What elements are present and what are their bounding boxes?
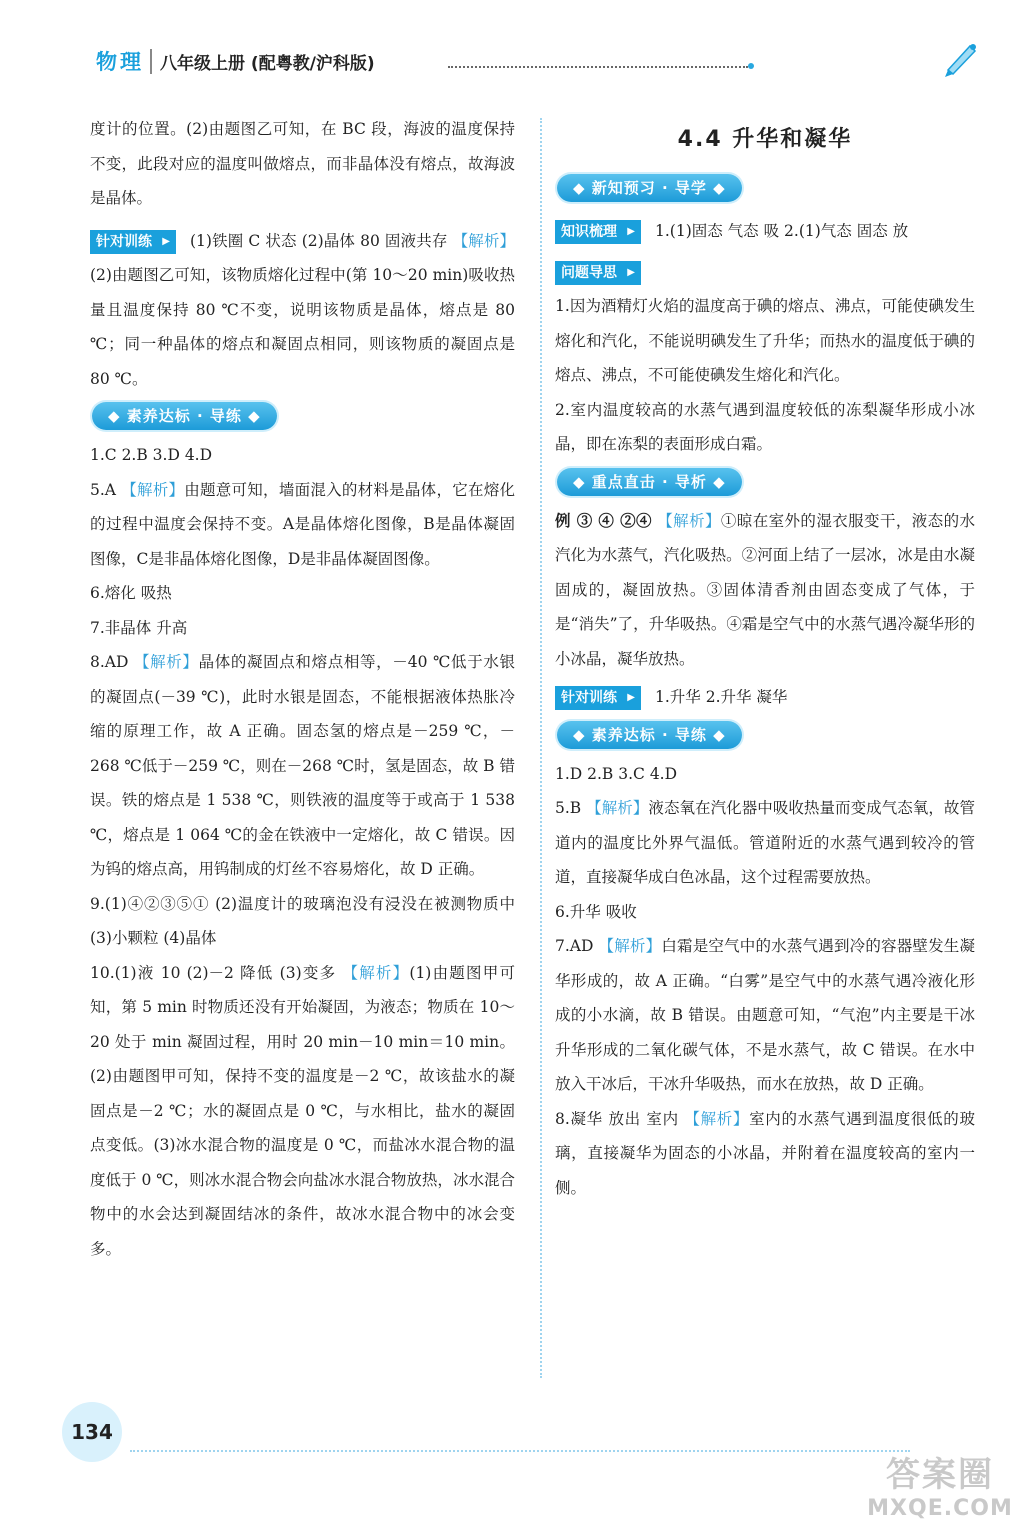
analysis-text: (1)由题图甲可知，第 5 min 时物质还没有开始凝固，为液态；物质在 10～20 处于 min 凝固过程，用时 20 min－10 min＝10 min。(2)由题图甲可知，保持不变的温度是－2 ℃，故该盐水的凝固点是－2 ℃；水的凝固点是 0 ℃，与水相比，盐水的凝固点变低。(3)冰水混合物的温度是 0 ℃，而盐冰水混合物的温度低于 0 ℃，则冰水混合物会向盐冰水混合物放热，冰水混合物中的水会达到凝固结冰的条件，故冰水混合物中的冰会变多。 (90, 963, 515, 1258)
answer-line: 1.C 2.B 3.D 4.D (90, 446, 213, 464)
answer-paragraph: 度计的位置。(2)由题图乙可知，在 BC 段，海波的温度保持不变，此段对应的温度叫做熔点，而非晶体没有熔点，故海波是晶体。 (90, 120, 515, 207)
section-pill-row (555, 168, 975, 210)
right-column (555, 112, 975, 1205)
key-points-pill: ◆ 重点直击 · 导析 ◆ (557, 468, 742, 496)
answer-item (90, 473, 515, 577)
answer-item (555, 791, 975, 895)
answer-line: 1.D 2.B 3.C 4.D (555, 764, 678, 783)
answer-line: 6.升华 吸收 (555, 902, 637, 921)
question-guide-tag: 问题导思 ▶ (555, 261, 641, 285)
targeted-training-answer: 1.升华 2.升华 凝华 (655, 688, 788, 706)
example-head: 例 ③ ④ ②④ (555, 510, 652, 530)
header-dotted-line (448, 66, 748, 68)
literacy-practice-pill: ◆ 素养达标 · 导练 ◆ (92, 402, 277, 430)
left-column (90, 112, 515, 1266)
analysis-text: 室内的水蒸气遇到温度很低的玻璃，直接凝华为固态的小冰晶，并附着在温度较高的室内一侧。 (555, 1109, 975, 1197)
section-pill-row (555, 715, 975, 757)
targeted-training-block (555, 680, 975, 715)
answer-item (90, 645, 515, 887)
header-dot (748, 63, 754, 69)
answer-head: 5.B (555, 799, 582, 817)
knowledge-sorting-tag: 知识梳理 ▶ (555, 220, 641, 244)
answer-item (90, 956, 515, 1267)
watermark-logo: 答案圈 (886, 1455, 994, 1495)
site-watermark (855, 1455, 1025, 1531)
analysis-text: 由题意可知，墙面混入的材料是晶体，它在熔化的过程中温度会保持不变。A是晶体熔化图像，B是晶体凝固图像，C是非晶体熔化图像，D是非晶体凝固图像。 (90, 480, 515, 568)
answer-line: 9.(1)④②③⑤① (2)温度计的玻璃泡没有浸没在被测物质中 (3)小颗粒 (4)晶体 (90, 894, 515, 947)
analysis-text: ①晾在室外的湿衣服变干，液态的水汽化为水蒸气，汽化吸热。②河面上结了一层冰，冰是由水凝固成的，凝固放热。③固体清香剂由固态变成了气体，于是“消失”了，升华吸热。④霜是空气中的水蒸气遇冷凝华形的小冰晶，凝华放热。 (555, 511, 975, 668)
analysis-text: (2)由题图乙可知，该物质熔化过程中(第 10～20 min)吸收热量且温度保持 80 ℃不变，说明该物质是晶体，熔点是 80 ℃；同一种晶体的熔点和凝固点相同，则该物质的凝固点是 80 ℃。 (90, 266, 515, 388)
pen-icon (940, 38, 980, 78)
page-number: 134 (62, 1402, 122, 1462)
answer-head: 7.AD (555, 937, 594, 955)
answer-head: 10.(1)液 10 (2)－2 降低 (3)变多 (90, 963, 337, 982)
grade-label: 八年级上册 (配粤教/沪科版) (150, 49, 375, 74)
answer-line: 7.非晶体 升高 (90, 618, 188, 637)
knowledge-sorting-block (555, 214, 975, 249)
section-pill-row (90, 396, 515, 438)
question-guide-block (555, 255, 975, 290)
analysis-label: 【解析】 (684, 1109, 750, 1128)
preview-pill: ◆ 新知预习 · 导学 ◆ (557, 174, 742, 202)
analysis-text: 晶体的凝固点和熔点相等，－40 ℃低于水银的凝固点(－39 ℃)，此时水银是固态，不能根据液体热胀冷缩的原理工作，故 A 正确。固态氢的熔点是－259 ℃，－268 ℃低于－259 ℃，则在－268 ℃时，氢是固态，故 B 错误。铁的熔点是 1 538 ℃，则铁液的温度等于或高于 1 538 ℃，熔点是 1 064 ℃的金在铁液中一定熔化，故 C 错误。因为钨的熔点高，用钨制成的灯丝不容易熔化，故 D 正确。 (90, 653, 515, 878)
analysis-label: 【解析】 (586, 799, 649, 817)
analysis-label: 【解析】 (657, 511, 721, 530)
section-pill-row (555, 462, 975, 504)
targeted-training-answer: (1)铁圈 C 状态 (2)晶体 80 固液共存 (190, 231, 448, 250)
analysis-label: 【解析】 (134, 653, 199, 671)
targeted-training-tag: 针对训练 ▶ (90, 230, 176, 254)
analysis-label: 【解析】 (598, 937, 662, 955)
literacy-practice-pill: ◆ 素养达标 · 导练 ◆ (557, 721, 742, 749)
analysis-label: 【解析】 (342, 963, 410, 982)
answer-item (555, 929, 975, 1102)
column-divider (540, 118, 542, 1378)
answer-head: 8.凝华 放出 室内 (555, 1109, 679, 1128)
analysis-label: 【解析】 (452, 231, 515, 250)
analysis-label: 【解析】 (121, 480, 185, 499)
example-item (555, 504, 975, 677)
subject-label: 物理 (96, 50, 144, 74)
answer-head: 8.AD (90, 653, 129, 671)
footer-dotted-line (130, 1450, 910, 1452)
targeted-training-tag: 针对训练 ▶ (555, 686, 641, 710)
page-header (0, 0, 1033, 90)
section-title: 4.4 升华和凝华 (677, 127, 853, 152)
answer-line: 2.室内温度较高的水蒸气遇到温度较低的冻梨凝华形成小冰晶，即在冻梨的表面形成白霜。 (555, 400, 975, 453)
answer-item (555, 1102, 975, 1206)
knowledge-sorting-answer: 1.(1)固态 气态 吸 2.(1)气态 固态 放 (655, 222, 909, 240)
answer-head: 5.A (90, 480, 116, 499)
watermark-url: MXQE.COM (867, 1496, 1013, 1521)
analysis-text: 白霜是空气中的水蒸气遇到冷的容器壁发生凝华形成的，故 A 正确。“白雾”是空气中的水蒸气遇冷液化形成的小水滴，故 B 错误。由题意可知，“气泡”内主要是干冰升华形成的二氧化碳气体，不是水蒸气，故 C 错误。在水中放入干冰后，干冰升华吸热，而水在放热，故 D 正确。 (555, 937, 975, 1093)
targeted-training-block (90, 224, 515, 397)
answer-line: 1.因为酒精灯火焰的温度高于碘的熔点、沸点，可能使碘发生熔化和汽化，不能说明碘发生了升华；而热水的温度低于碘的熔点、沸点，不可能使碘发生熔化和汽化。 (555, 297, 975, 384)
answer-line: 6.熔化 吸热 (90, 584, 172, 602)
analysis-text: 液态氧在汽化器中吸收热量而变成气态氧，故管道内的温度比外界气温低。管道附近的水蒸气遇到较冷的管道，直接凝华成白色冰晶，这个过程需要放热。 (555, 799, 975, 886)
